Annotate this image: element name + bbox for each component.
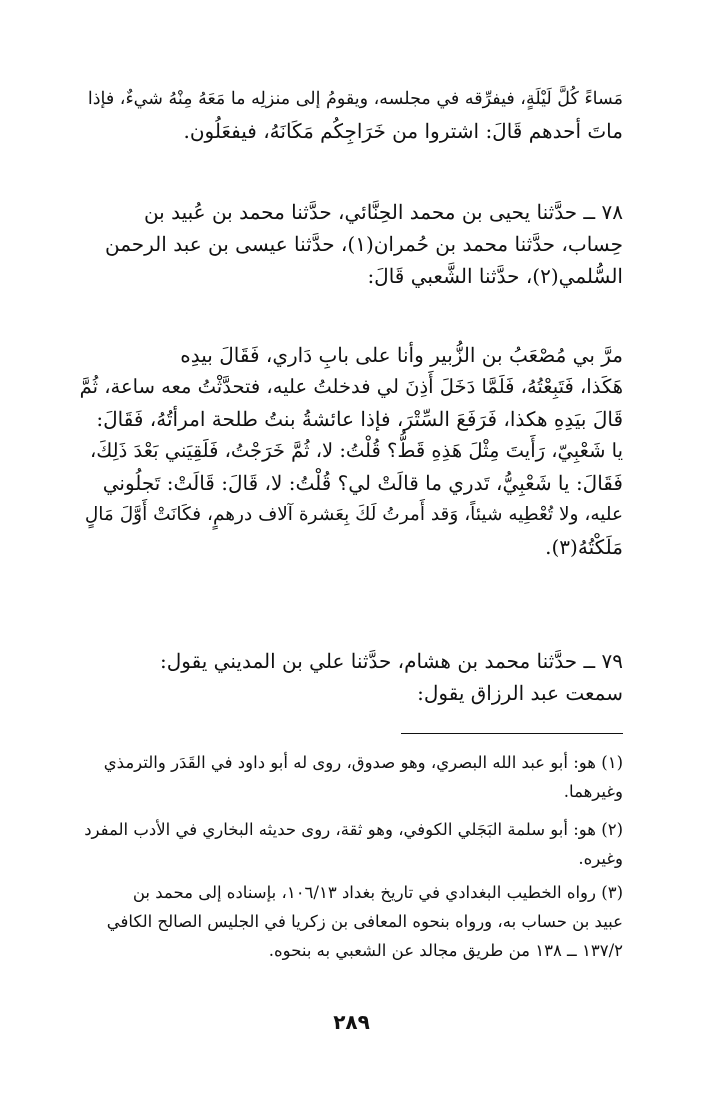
hadith-78-text	[78, 339, 623, 563]
footnote-line: ١٣٧/٢ ــ ١٣٨ من طريق مجالد عن الشعبي به بنحوه.	[268, 941, 623, 960]
footnote-line: (٣) رواه الخطيب البغدادي في تاريخ بغداد ١٠٦/١٣، بإسناده إلى محمد بن	[132, 883, 623, 902]
text-line: حِساب، حدَّثنا محمد بن حُمران(١)، حدَّثنا عيسى بن عبد الرحمن	[105, 232, 623, 256]
text-line: مَلَكْتُهُ(٣).	[545, 535, 623, 559]
page-number: ٢٨٩	[333, 1010, 370, 1034]
hadith-78-chain	[78, 196, 623, 292]
footnote-line: وغيره.	[578, 849, 623, 868]
text-line: فَقَالَ: يا شَعْبِيُّ، تَدري ما قالَتْ لي؟ قُلْتُ: لا، قَالَ: قَالَتْ: تَجلُوني	[102, 471, 623, 495]
text-line: مَساءً كُلَّ لَيْلَةٍ، فيفرِّقه في مجلسه، ويقومُ إلى منزلِه ما مَعَهُ مِنْهُ شيءٌ، فإذا	[87, 89, 623, 109]
footnote-1	[78, 748, 623, 806]
text-line: عليه، ولا تُعْطِيه شيئاً، وَقد أَمرتُ لَكَ بِعَشرة آلاف درهمٍ، فكَانَتْ أَوَّلَ مَالٍ	[84, 504, 623, 525]
text-line: قَالَ بيَدِهِ هكذا، فَرَفَعَ السِّتْرَ، فإذا عائشةُ بنتُ طلحة امرأتُهُ، فَقَالَ:	[96, 407, 623, 431]
footnote-2	[78, 815, 623, 873]
text-line: سمعت عبد الرزاق يقول:	[417, 681, 623, 705]
text-line: ٧٩ ــ حدَّثنا محمد بن هشام، حدَّثنا علي بن المديني يقول:	[160, 649, 623, 673]
text-line: مرَّ بي مُصْعَبُ بن الزُّبير وأنا على بابِ دَاري، فَقَالَ بيدِه	[180, 343, 623, 367]
footnote-line: وغيرهما.	[563, 782, 623, 801]
text-line: ماتَ أحدهم قَالَ: اشتروا من خَرَاجِكُم مَكَانَهُ، فيفعَلُون.	[183, 119, 623, 143]
footnote-line: (١) هو: أبو عبد الله البصري، وهو صدوق، روى له أبو داود في القَدَر والترمذي	[103, 753, 623, 772]
footnote-divider	[401, 733, 623, 734]
text-line: هَكَذا، فَتَبِعْتُهُ، فَلَمَّا دَخَلَ أَذِنَ لي فدخلتُ عليه، فتحدَّثْتُ معه ساعة، ثُمَّ	[79, 375, 623, 398]
text-line: يا شَعْبِيّ، رَأَيتَ مِثْلَ هَذِهِ قَطُّ؟ قُلْتُ: لا، ثُمَّ خَرَجْتُ، فَلَقِيَني بَعْدَ ذَلِكَ،	[89, 439, 623, 462]
footnote-line: (٢) هو: أبو سلمة البَجَلي الكوفي، وهو ثقة، روى حديثه البخاري في الأدب المفرد	[84, 820, 623, 839]
hadith-79-chain	[78, 645, 623, 709]
footnote-3	[78, 878, 623, 965]
text-line: ٧٨ ــ حدَّثنا يحيى بن محمد الحِنَّائي، حدَّثنا محمد بن عُبيد بن	[143, 200, 623, 224]
paragraph-continuation	[78, 83, 623, 147]
text-line: السُّلمي(٢)، حدَّثنا الشَّعبي قَالَ:	[367, 264, 623, 288]
footnote-line: عبيد بن حساب به، ورواه بنحوه المعافى بن زكريا في الجليس الصالح الكافي	[106, 912, 623, 931]
